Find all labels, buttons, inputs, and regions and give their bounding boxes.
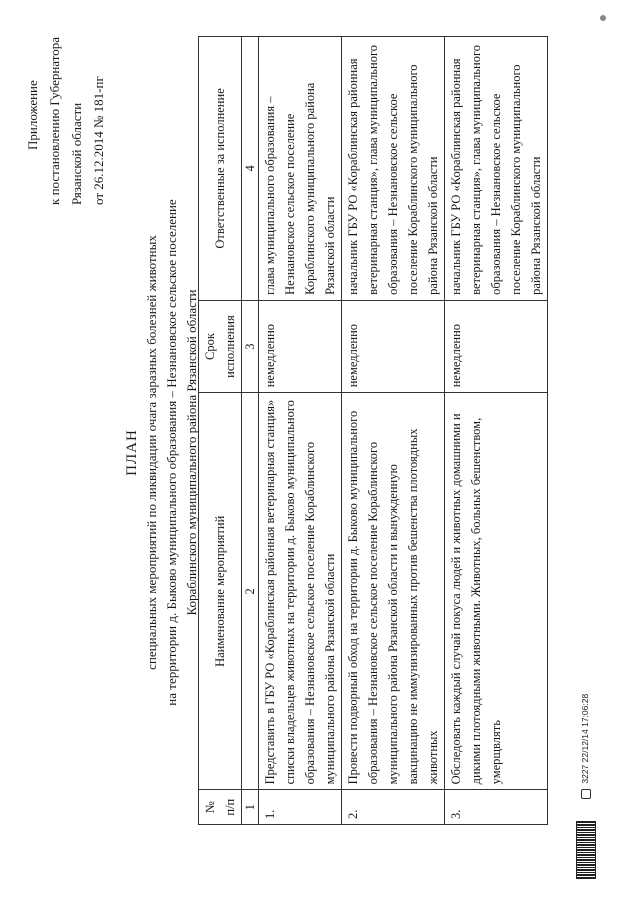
header-number: № п/п: [199, 790, 242, 825]
registration-text: 3227 22/12/14 17:06:28: [580, 693, 590, 784]
row-number: 2.: [342, 790, 445, 825]
table-row: [259, 37, 342, 825]
header-action: Наименование мероприятий: [199, 393, 242, 790]
row-term: немедленно: [445, 300, 548, 392]
row-responsible: глава муниципального образования – Незнановское сельское поселение Кораблинского муниципального района Рязанской области: [259, 37, 342, 301]
barcode-icon: [576, 821, 596, 879]
appendix-line: к постановлению Губернатора: [47, 36, 62, 205]
row-number: 3.: [445, 790, 548, 825]
column-number: 2: [242, 393, 259, 790]
title-line: Кораблинского муниципального района Рязанской области: [184, 289, 199, 616]
row-action: Провести подворный обход на территории д. Быково муниципального образования – Незнановское сельское поселение Кораблинского муниципального района Рязанской области и вынужденную вакцинацию не иммунизированных против бешенства плотоядных животных: [342, 393, 445, 790]
column-number-row: [242, 37, 259, 825]
document-register-icon: [581, 789, 591, 799]
row-action: Представить в ГБУ РО «Кораблинская районная ветеринарная станция» списки владельцев животных на территории д. Быково муниципального образования – Незнановское сельское поселение Кораблинского муниципального района Рязанской области: [259, 393, 342, 790]
appendix-title: Приложение: [25, 80, 40, 150]
row-responsible: начальник ГБУ РО «Кораблинская районная ветеринарная станция», глава муниципального образования – Незнановское сельское поселение Кораблинского муниципального района Рязанской области: [445, 37, 548, 301]
appendix-date-number: от 26.12.2014 № 181-пг: [91, 76, 106, 205]
column-number: 3: [242, 300, 259, 392]
row-term: немедленно: [342, 300, 445, 392]
measures-table: [198, 36, 548, 825]
row-action: Обследовать каждый случай покуса людей и животных домашними и дикими плотоядными животными. Животных, больных бешенством, умерщвлять: [445, 393, 548, 790]
appendix-block: [22, 15, 110, 205]
row-responsible: начальник ГБУ РО «Кораблинская районная ветеринарная станция», глава муниципального образования – Незнановское сельское поселение Кораблинского муниципального района Рязанской области: [342, 37, 445, 301]
header-term: Срок исполнения: [199, 300, 242, 392]
document-title: [122, 0, 202, 905]
row-number: 1.: [259, 790, 342, 825]
header-responsible: Ответственные за исполнение: [199, 37, 242, 301]
title-line: специальных мероприятий по ликвидации очага заразных болезней животных: [144, 235, 159, 670]
column-number: 1: [242, 790, 259, 825]
scan-dot-icon: [600, 15, 606, 21]
column-number: 4: [242, 37, 259, 301]
title-line: на территории д. Быково муниципального образования – Незнановское сельское поселение: [164, 199, 179, 706]
row-term: немедленно: [259, 300, 342, 392]
registration-line: [580, 694, 591, 799]
table-header-row: [199, 37, 242, 825]
appendix-line: Рязанской области: [69, 102, 84, 205]
table-row: [342, 37, 445, 825]
table-row: [445, 37, 548, 825]
registration-stamp: [574, 609, 614, 879]
plan-heading: ПЛАН: [124, 429, 140, 476]
